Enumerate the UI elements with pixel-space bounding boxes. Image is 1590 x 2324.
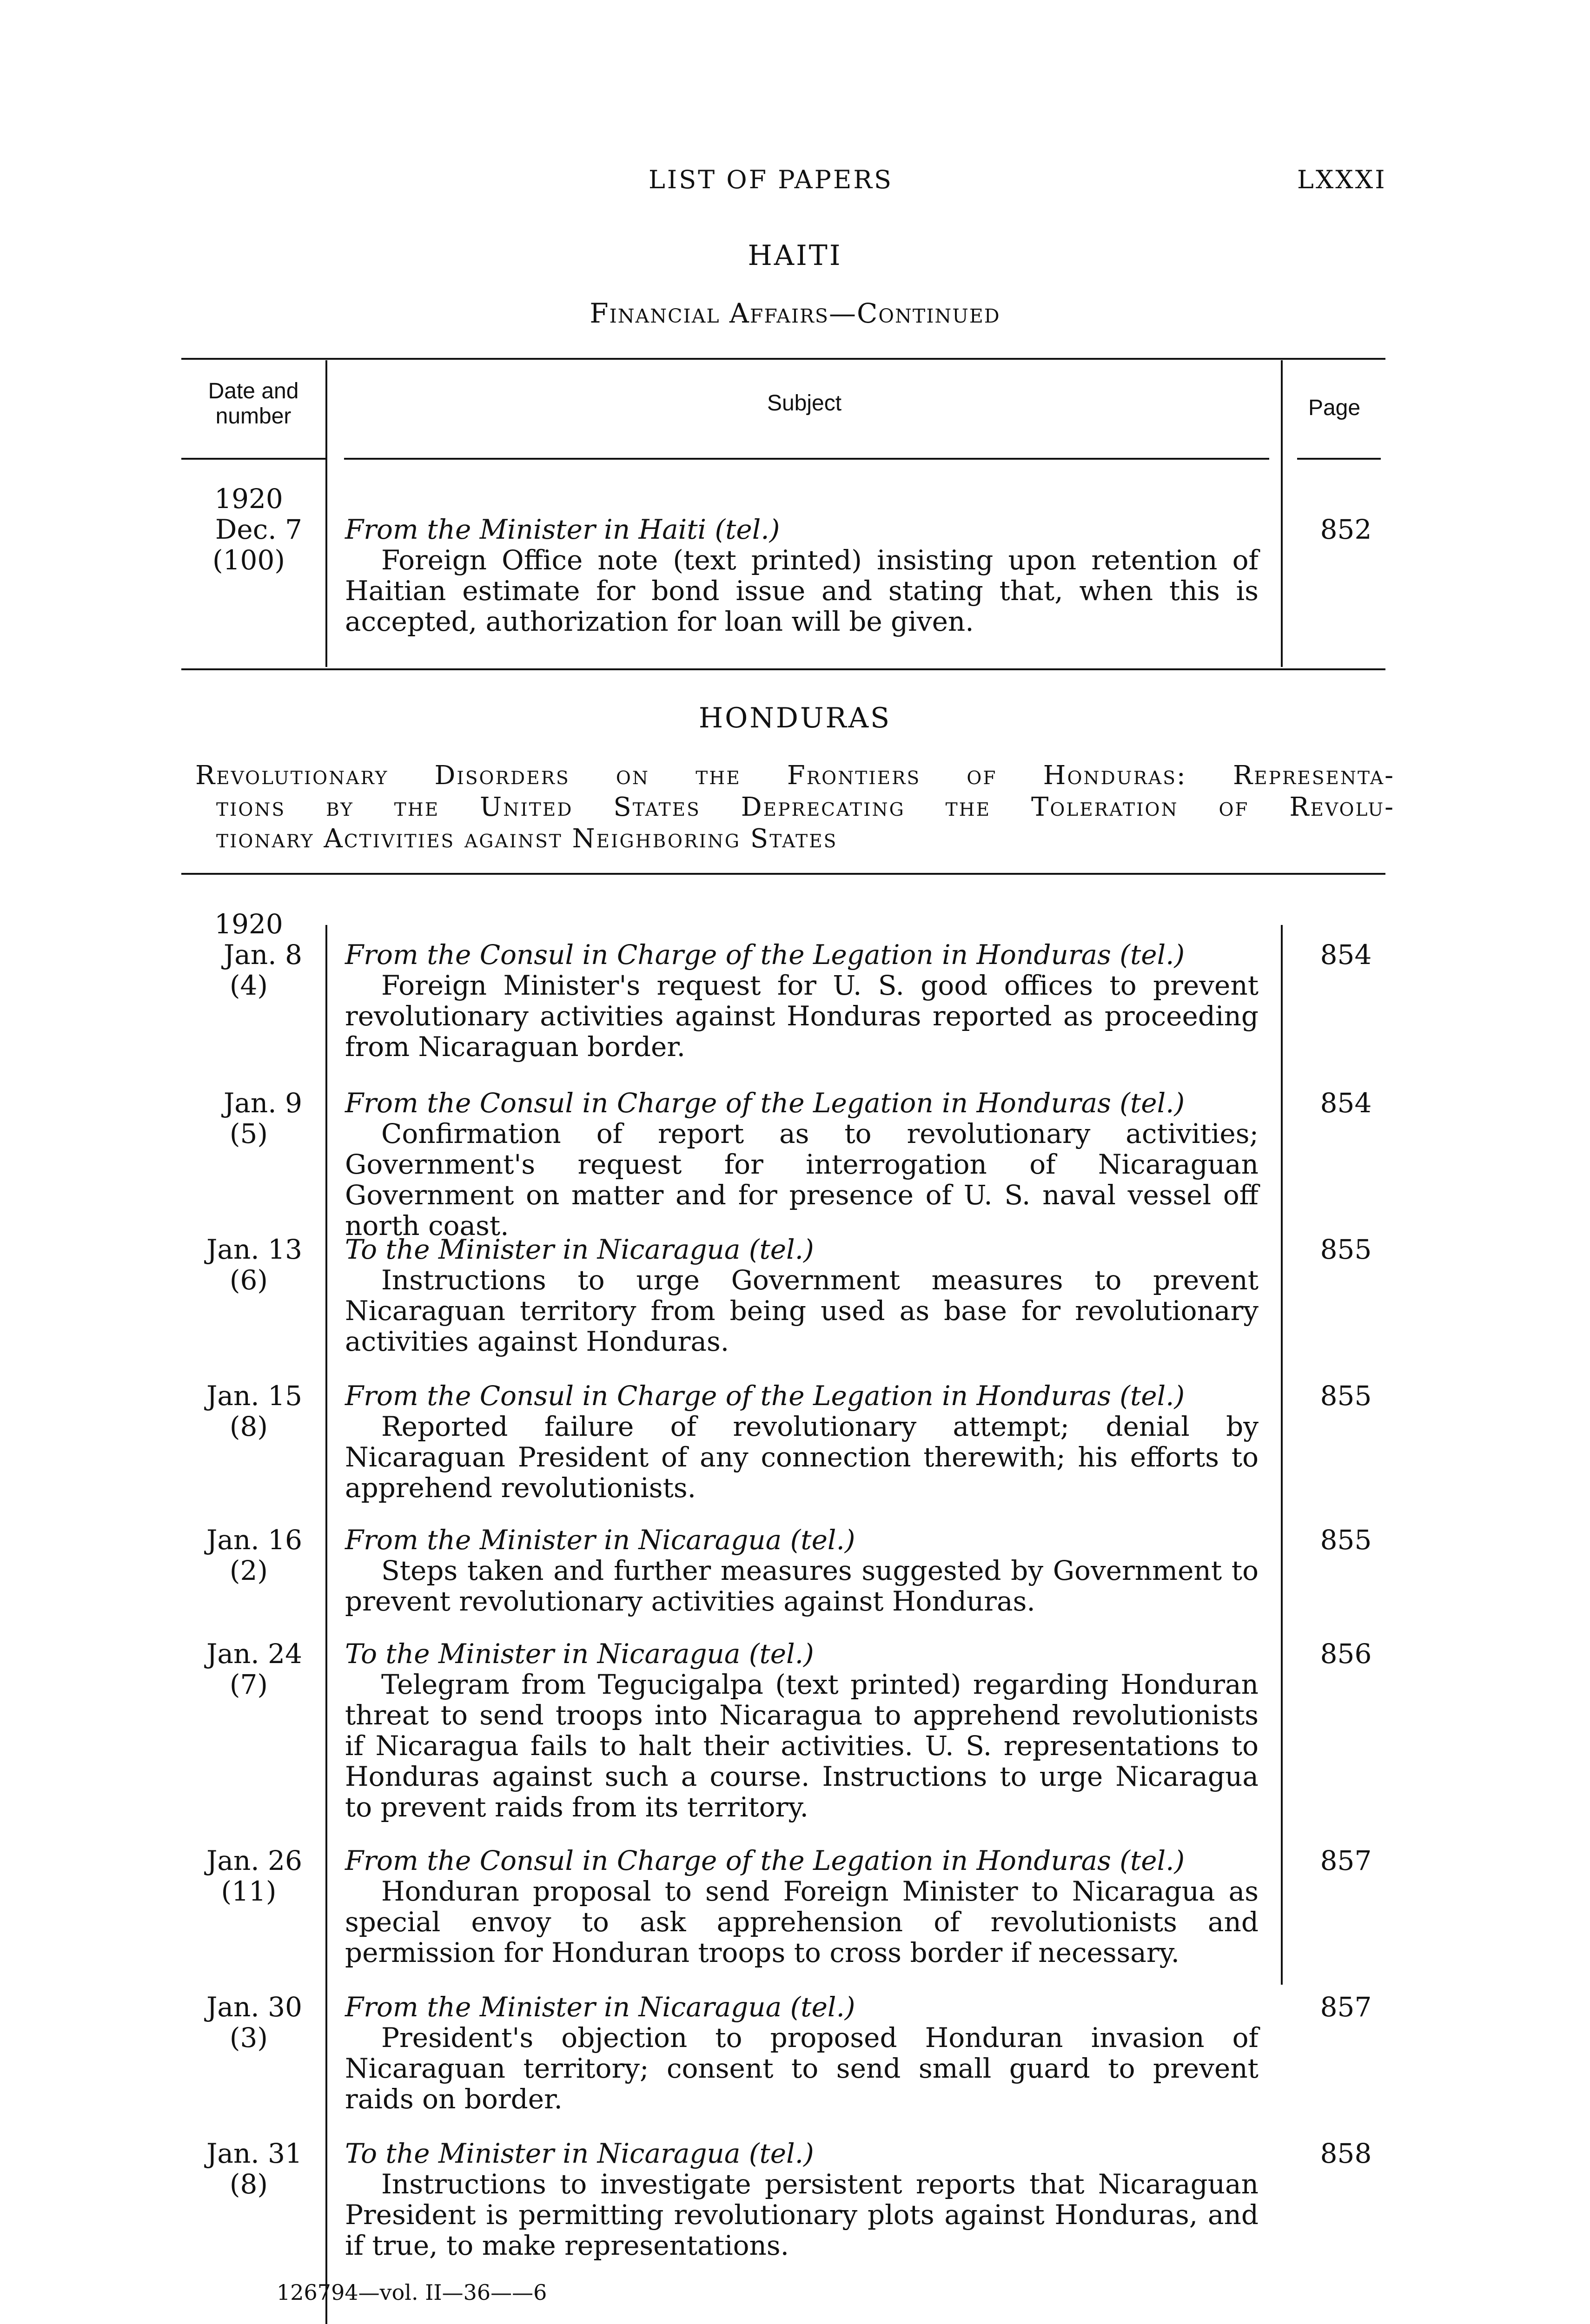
entry-from: From the Consul in Charge of the Legation in Honduras (tel.) bbox=[345, 1380, 1185, 1412]
header-rule-date bbox=[181, 458, 325, 460]
honduras-section-title bbox=[195, 760, 1395, 855]
entry-number: (8) bbox=[229, 2168, 268, 2200]
table-top-rule bbox=[181, 873, 1385, 875]
entry-date-text: Jan. 9 bbox=[224, 1087, 302, 1119]
entry-page: 854 bbox=[1320, 939, 1372, 971]
entry-from: From the Consul in Charge of the Legation in Honduras (tel.) bbox=[345, 1087, 1185, 1119]
entry-number: (2) bbox=[229, 1555, 268, 1586]
entry-description: Foreign Minister's request for U. S. good offices to prevent revolutionary activities against Honduras reported as proceeding from Nicaraguan border. bbox=[345, 970, 1259, 1063]
entry-subject bbox=[345, 1380, 1259, 1503]
entry-page: 858 bbox=[1320, 2138, 1372, 2169]
entry-number: (3) bbox=[229, 2022, 268, 2053]
entry-date-text: Jan. 24 bbox=[206, 1638, 302, 1670]
entry-number: (11) bbox=[221, 1875, 277, 1907]
entry-date-text: Jan. 15 bbox=[206, 1380, 302, 1412]
entry-year: 1920 bbox=[214, 908, 283, 940]
printer-signature: 126794—vol. II—36——6 bbox=[277, 2280, 547, 2305]
entry-subject bbox=[345, 939, 1259, 1062]
entry-date-text: Jan. 13 bbox=[206, 1234, 302, 1265]
header-rule-page bbox=[1297, 458, 1381, 460]
entry-from: To the Minister in Nicaragua (tel.) bbox=[345, 1234, 814, 1265]
running-head-title: LIST OF PAPERS bbox=[649, 165, 894, 194]
entry-year: 1920 bbox=[214, 483, 283, 515]
entry-subject bbox=[345, 1845, 1259, 1968]
entry-page: 855 bbox=[1320, 1234, 1372, 1265]
entry-date bbox=[177, 2138, 302, 2199]
entry-description: Instructions to urge Government measures to prevent Nicaraguan territory from being used as base for revolutionary activities against Honduras. bbox=[345, 1264, 1259, 1357]
entry-date bbox=[177, 1088, 302, 1149]
column-rule-date bbox=[325, 360, 327, 667]
entry-number: (100) bbox=[212, 544, 285, 576]
entry-subject bbox=[345, 1234, 1259, 1357]
entry-page: 856 bbox=[1320, 1638, 1372, 1670]
entry-date bbox=[177, 1380, 302, 1442]
entry-page: 857 bbox=[1320, 1991, 1372, 2023]
entry-subject bbox=[345, 1638, 1259, 1822]
entry-page: 855 bbox=[1320, 1524, 1372, 1556]
entry-date-text: Jan. 26 bbox=[206, 1845, 302, 1876]
entry-number: (6) bbox=[229, 1264, 268, 1296]
entry-from: From the Consul in Charge of the Legation in Honduras (tel.) bbox=[345, 1845, 1185, 1876]
entry-description: Instructions to investigate persistent reports that Nicaraguan President is permitting revolutionary plots against Honduras, and if true, to make representations. bbox=[345, 2168, 1259, 2261]
honduras-heading: HONDURAS bbox=[698, 702, 892, 734]
entry-date-text: Dec. 7 bbox=[215, 514, 302, 545]
column-header-page: Page bbox=[1308, 396, 1361, 420]
entry-description: Foreign Office note (text printed) insisting upon retention of Haitian estimate for bond issue and stating that, when this is accepted, authorization for loan will be given. bbox=[345, 544, 1259, 637]
entry-date bbox=[177, 483, 302, 575]
entry-from: From the Minister in Nicaragua (tel.) bbox=[345, 1524, 855, 1556]
entry-subject bbox=[345, 514, 1259, 637]
column-rule-date bbox=[325, 925, 327, 2324]
entry-date bbox=[177, 1845, 302, 1907]
running-head bbox=[0, 165, 1590, 202]
table-bottom-rule bbox=[181, 668, 1385, 670]
section-title-line: tions by the United States Deprecating the Toleration of Revolu- bbox=[216, 792, 1395, 822]
header-rule-subject bbox=[344, 458, 1269, 460]
entry-page: 854 bbox=[1320, 1087, 1372, 1119]
entry-from: From the Minister in Haiti (tel.) bbox=[345, 514, 780, 545]
entry-date-text: Jan. 16 bbox=[206, 1524, 302, 1556]
entry-date-text: Jan. 31 bbox=[206, 2138, 302, 2169]
haiti-subheading: Financial Affairs—Continued bbox=[590, 297, 1000, 329]
haiti-heading: HAITI bbox=[748, 239, 842, 272]
entry-number: (4) bbox=[229, 970, 268, 1001]
entry-date bbox=[177, 1525, 302, 1586]
entry-page: 857 bbox=[1320, 1845, 1372, 1876]
entry-description: Steps taken and further measures suggested by Government to prevent revolutionary activities against Honduras. bbox=[345, 1555, 1259, 1617]
entry-date bbox=[177, 1234, 302, 1295]
entry-page: 852 bbox=[1320, 514, 1372, 545]
entry-from: To the Minister in Nicaragua (tel.) bbox=[345, 2138, 814, 2169]
section-title-line: tionary Activities against Neighboring States bbox=[216, 824, 838, 854]
entry-description: Honduran proposal to send Foreign Minister to Nicaragua as special envoy to ask apprehension of revolutionists and permission for Honduran troops to cross border if necessary. bbox=[345, 1875, 1259, 1968]
entry-from: From the Minister in Nicaragua (tel.) bbox=[345, 1991, 855, 2023]
entry-date-text: Jan. 8 bbox=[224, 939, 302, 971]
entry-subject bbox=[345, 1992, 1259, 2114]
entry-subject bbox=[345, 1088, 1259, 1241]
entry-from: From the Consul in Charge of the Legation in Honduras (tel.) bbox=[345, 939, 1185, 971]
entry-page: 855 bbox=[1320, 1380, 1372, 1412]
table-top-rule bbox=[181, 358, 1385, 360]
entry-date bbox=[177, 1992, 302, 2053]
column-header-date: Date and number bbox=[208, 379, 299, 429]
section-title-line: Revolutionary Disorders on the Frontiers of Honduras: Representa- bbox=[195, 760, 1395, 791]
entry-number: (7) bbox=[229, 1669, 268, 1700]
entry-description: Confirmation of report as to revolutionary activities; Government's request for interrogation of Nicaraguan Government on matter and for presence of U. S. naval vessel off north coast. bbox=[345, 1118, 1259, 1241]
entry-description: Telegram from Tegucigalpa (text printed) regarding Honduran threat to send troops into Nicaragua to apprehend revolutionists if Nicaragua fails to halt their activities. U. S. representations to Honduras against such a course. Instructions to urge Nicaragua to prevent raids from its territory. bbox=[345, 1669, 1259, 1823]
column-header-subject: Subject bbox=[767, 391, 842, 416]
entry-description: Reported failure of revolutionary attempt; denial by Nicaraguan President of any connection therewith; his efforts to apprehend revolutionists. bbox=[345, 1411, 1259, 1504]
column-rule-page bbox=[1281, 925, 1283, 1985]
page-folio: LXXXI bbox=[1297, 165, 1387, 194]
entry-date bbox=[177, 909, 302, 1001]
entry-date bbox=[177, 1638, 302, 1700]
entry-date-text: Jan. 30 bbox=[206, 1991, 302, 2023]
entry-number: (5) bbox=[229, 1118, 268, 1149]
entry-subject bbox=[345, 2138, 1259, 2261]
entry-subject bbox=[345, 1525, 1259, 1617]
entry-from: To the Minister in Nicaragua (tel.) bbox=[345, 1638, 814, 1670]
entry-number: (8) bbox=[229, 1411, 268, 1442]
entry-description: President's objection to proposed Honduran invasion of Nicaraguan territory; consent to send small guard to prevent raids on border. bbox=[345, 2022, 1259, 2115]
column-rule-page bbox=[1281, 360, 1283, 667]
